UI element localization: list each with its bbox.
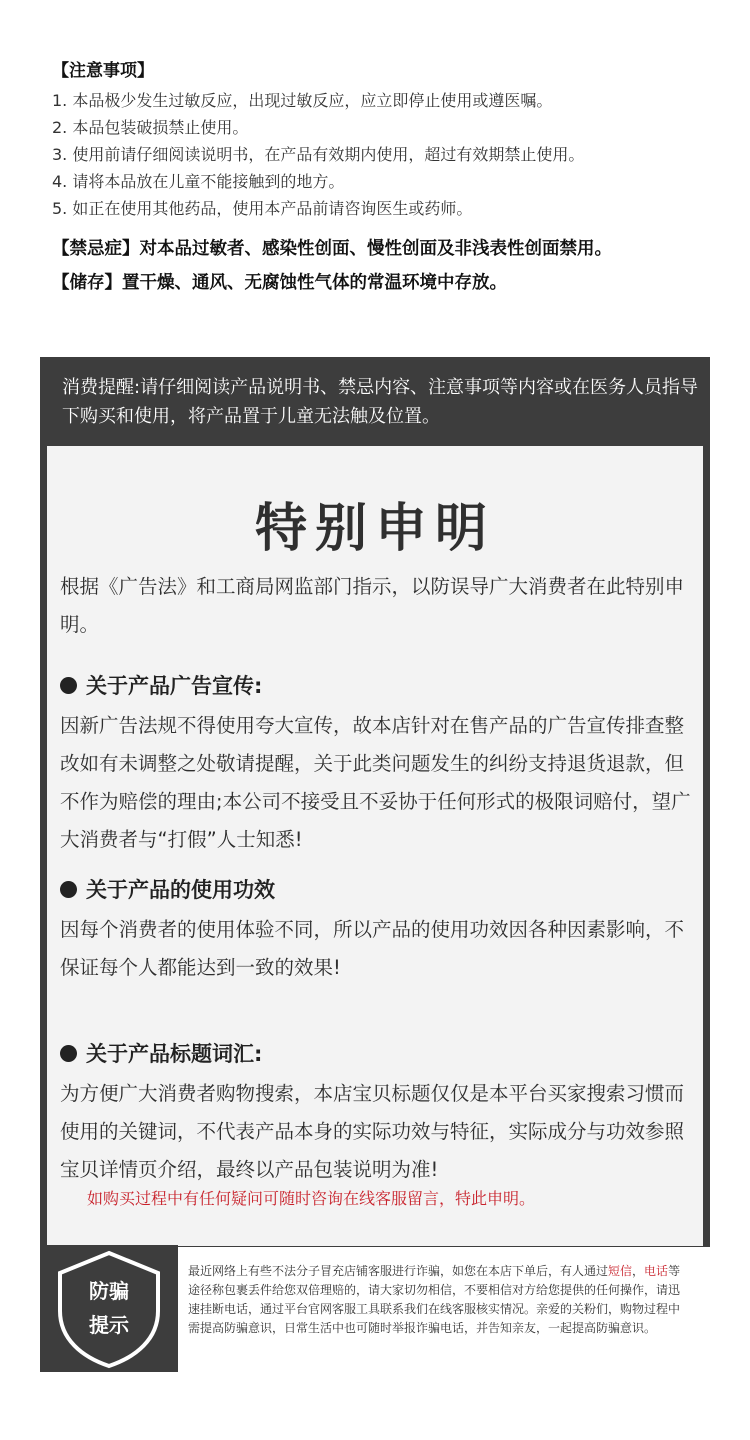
- badge-text-line2: 提示: [89, 1313, 129, 1337]
- declaration-intro: 根据《广告法》和工商局网监部门指示，以防误导广大消费者在此特别申明。: [60, 575, 685, 636]
- consumer-tip: 消费提醒:请仔细阅读产品说明书、禁忌内容、注意事项等内容或在医务人员指导下购买和使用，将产品置于儿童无法触及位置。: [62, 377, 699, 427]
- notice-item: 5. 如正在使用其他药品，使用本产品前请咨询医生或药师。: [52, 199, 473, 218]
- notice-item: 2. 本品包装破损禁止使用。: [52, 118, 249, 137]
- anti-fraud-text: [188, 1262, 688, 1338]
- section-heading-efficacy: [60, 874, 275, 904]
- bullet-icon: [60, 677, 77, 694]
- declaration-panel: [40, 357, 710, 1247]
- storage-text: 【储存】置干燥、通风、无腐蚀性气体的常温环境中存放。: [52, 273, 507, 293]
- notice-item: 4. 请将本品放在儿童不能接触到的地方。: [52, 172, 345, 191]
- fraud-highlight-phone: 电话: [644, 1264, 669, 1278]
- bullet-icon: [60, 1045, 77, 1062]
- section-heading-text: 关于产品标题词汇:: [86, 1042, 263, 1066]
- closing-note: 如购买过程中有任何疑问可随时咨询在线客服留言，特此申明。: [87, 1189, 536, 1208]
- notice-item: 3. 使用前请仔细阅读说明书，在产品有效期内使用，超过有效期禁止使用。: [52, 145, 585, 164]
- section-body-advertising: 因新广告法规不得使用夸大宣传，故本店针对在售产品的广告宣传排查整改如有未调整之处敬请提醒，关于此类问题发生的纠纷支持退货退款，但不作为赔偿的理由;本公司不接受且不妥协于任何形式的极限词赔付，望广大消费者与“打假”人士知悉!: [60, 714, 691, 851]
- fraud-text-part: 最近网络上有些不法分子冒充店铺客服进行诈骗，如您在本店下单后，有人通过: [188, 1264, 609, 1278]
- contraindication-text: 【禁忌症】对本品过敏者、感染性创面、慢性创面及非浅表性创面禁用。: [52, 239, 612, 259]
- notice-heading: 【注意事项】: [52, 61, 154, 81]
- fraud-text-sep: ，: [632, 1264, 645, 1278]
- section-heading-text: 关于产品的使用功效: [86, 878, 275, 902]
- declaration-title: 特别申明: [254, 499, 495, 559]
- fraud-highlight-sms: 短信: [608, 1264, 633, 1278]
- section-heading-advertising: [60, 670, 262, 700]
- notice-section: [52, 56, 732, 300]
- section-body-title-words: 为方便广大消费者购物搜索，本店宝贝标题仅仅是本平台买家搜索习惯而使用的关键词，不代表产品本身的实际功效与特征，实际成分与功效参照宝贝详情页介绍，最终以产品包装说明为准!: [60, 1082, 685, 1181]
- anti-fraud-badge: [40, 1245, 178, 1372]
- section-body-efficacy: 因每个消费者的使用体验不同，所以产品的使用功效因各种因素影响，不保证每个人都能达到一致的效果!: [60, 918, 685, 979]
- fraud-text-part: 等途径称包裹丢件给您双倍理赔的，请大家切勿相信，不要相信对方给您提供的任何操作，请迅速挂断电话，通过平台官网客服工具联系我们在线客服核实情况。亲爱的关粉们，购物过程中需提高防骗意识，日常生活中也可随时举报诈骗电话，并告知亲友，一起提高防骗意识。: [188, 1264, 681, 1335]
- declaration-card: [47, 446, 703, 1246]
- section-heading-title-words: [60, 1038, 262, 1068]
- bullet-icon: [60, 881, 77, 898]
- section-heading-text: 关于产品广告宣传:: [86, 674, 263, 698]
- badge-text-line1: 防骗: [89, 1279, 129, 1303]
- notice-item: 1. 本品极少发生过敏反应，出现过敏反应，应立即停止使用或遵医嘱。: [52, 91, 553, 110]
